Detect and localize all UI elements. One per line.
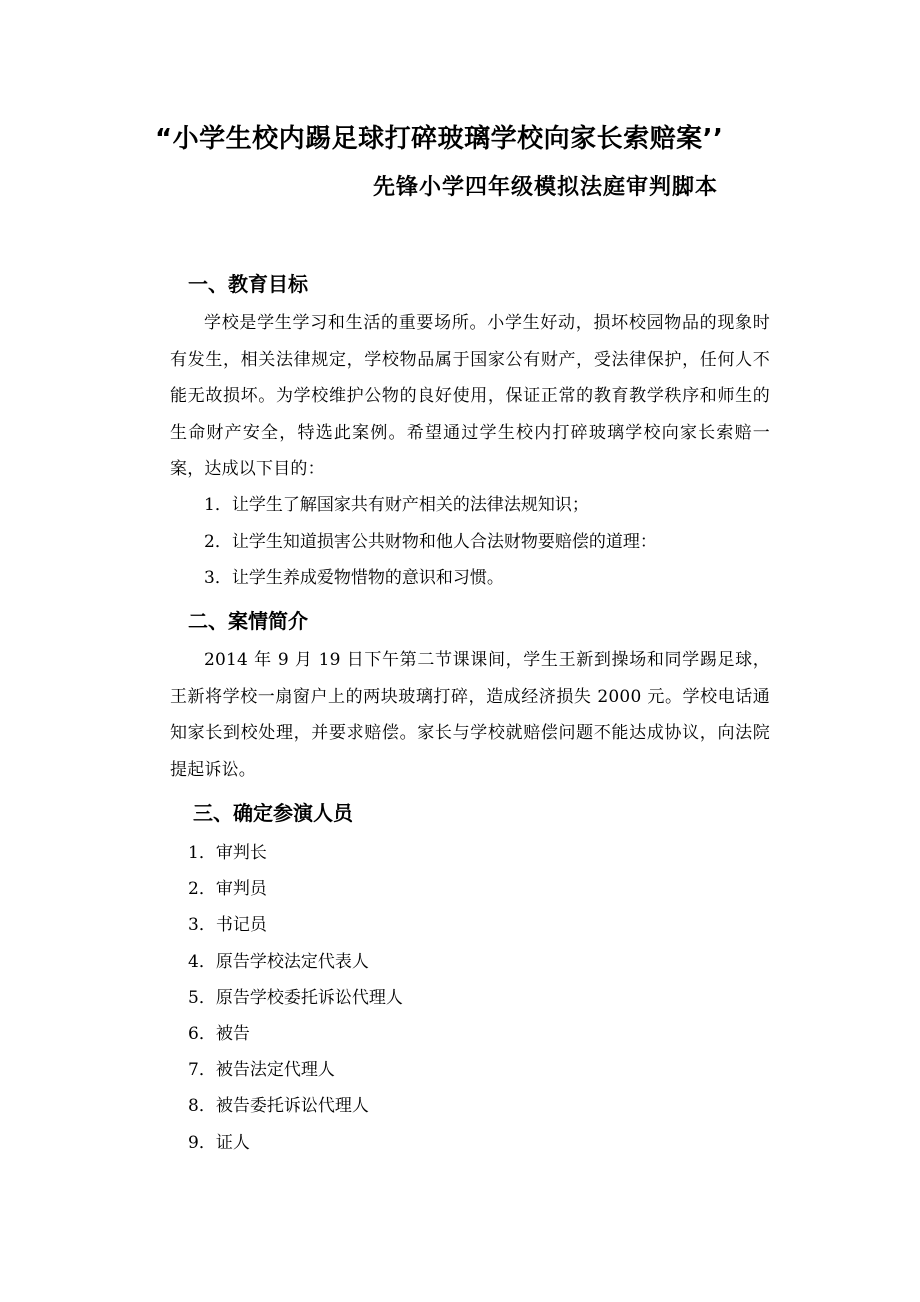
- section-heading-education-goals: 一、教育目标: [188, 272, 308, 296]
- section-heading-case-summary: 二、案情简介: [188, 609, 308, 633]
- list-item: 3．书记员: [188, 915, 267, 936]
- document-title: “小学生校内踢足球打碎玻璃学校向家长索赔案’’: [155, 124, 724, 154]
- list-item: 5．原告学校委托诉讼代理人: [188, 987, 403, 1008]
- education-goals-list: [204, 487, 657, 597]
- education-goals-paragraph: 学校是学生学习和生活的重要场所。小学生好动，损坏校园物品的现象时有发生，相关法律规定，学校物品属于国家公有财产，受法律保护，任何人不能无故损坏。为学校维护公物的良好使用，保证正常的教育教学秩序和师生的生命财产安全，特选此案例。希望通过学生校内打碎玻璃学校向家长索赔一案，达成以下目的：: [170, 313, 770, 479]
- list-item: 4．原告学校法定代表人: [188, 951, 369, 972]
- list-item: 3．让学生养成爱物惜物的意识和习惯。: [204, 568, 504, 588]
- list-item: 6．被告: [188, 1023, 250, 1044]
- cast-list: [188, 835, 403, 1161]
- list-item: 1．让学生了解国家共有财产相关的法律法规知识；: [204, 495, 589, 515]
- list-item: 7．被告法定代理人: [188, 1060, 335, 1081]
- list-item: 1．审判长: [188, 843, 267, 863]
- list-item: 8．被告委托诉讼代理人: [188, 1096, 369, 1117]
- case-summary-paragraph: 2014 年 9 月 19 日下午第二节课课间，学生王新到操场和同学踢足球，王新将学校一扇窗户上的两块玻璃打碎，造成经济损失 2000 元。学校电话通知家长到校处理，并要求赔偿。家长与学校就赔偿问题不能达成协议，向法院提起诉讼。: [170, 650, 770, 780]
- list-item: 9．证人: [188, 1132, 250, 1153]
- list-item: 2．审判员: [188, 879, 267, 900]
- document-subtitle: 先锋小学四年级模拟法庭审判脚本: [373, 175, 719, 200]
- section-heading-cast: 三、确定参演人员: [193, 801, 353, 825]
- list-item: 2．让学生知道损害公共财物和他人合法财物要赔偿的道理：: [204, 531, 657, 552]
